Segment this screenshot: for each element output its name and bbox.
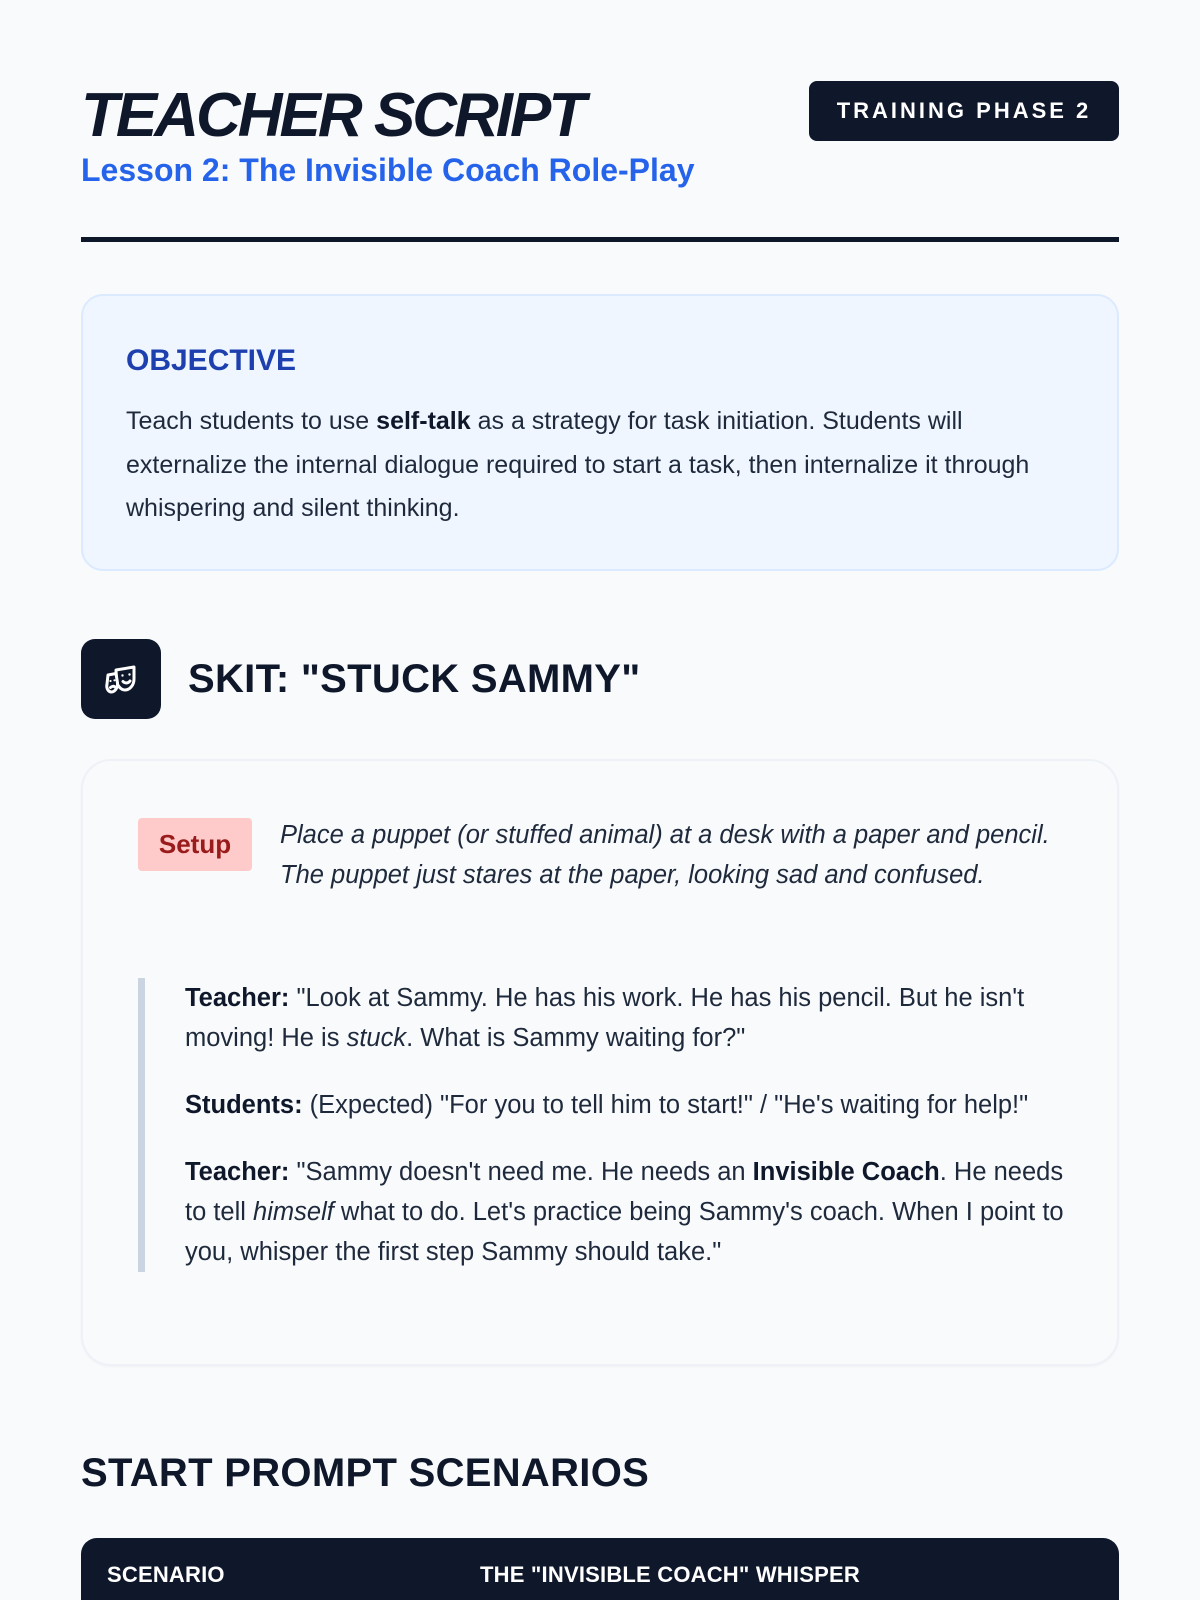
header (81, 80, 1119, 242)
skit-title: SKIT: "STUCK SAMMY" (188, 656, 641, 701)
column-header-whisper: THE "INVISIBLE COACH" WHISPER (480, 1562, 860, 1587)
phase-badge: TRAINING PHASE 2 (809, 81, 1119, 141)
line-text: what to do. Let's practice being Sammy's coach. When I point to you, whisper the first step Sammy should take." (185, 1198, 1064, 1266)
objective-text-start: Teach students to use (126, 407, 377, 435)
lesson-subtitle: Lesson 2: The Invisible Coach Role-Play (81, 152, 695, 188)
line-text: (Expected) "For you to tell him to start!" / "He's waiting for help!" (302, 1091, 1029, 1119)
setup-text: Place a puppet (or stuffed animal) at a desk with a paper and pencil. The puppet just stares at the paper, looking sad and confused. (280, 821, 1050, 889)
speaker-label: Students: (185, 1091, 303, 1119)
objective-text-end: as a strategy for task initiation. Students will externalize the internal dialogue required to start a task, then internalize it through whispering and silent thinking. (126, 407, 1030, 522)
skit-header (81, 639, 641, 719)
line-emphasis: stuck (346, 1024, 407, 1052)
setup-row (138, 815, 1067, 895)
dialogue-line (185, 978, 1067, 1058)
line-text: . What is Sammy waiting for?" (406, 1024, 746, 1052)
objective-box (81, 294, 1119, 571)
objective-heading: OBJECTIVE (126, 344, 297, 377)
line-text: "Sammy doesn't need me. He needs an (289, 1158, 753, 1186)
skit-card (81, 759, 1119, 1366)
line-text: "Look at Sammy. He has his work. He has his pencil. But he isn't moving! He is (185, 984, 1025, 1052)
theater-masks-icon (81, 639, 161, 719)
dialogue (138, 978, 1067, 1272)
speaker-label: Teacher: (185, 1158, 290, 1186)
scenarios-title: START PROMPT SCENARIOS (81, 1451, 650, 1495)
page-title: TEACHER SCRIPT (81, 81, 584, 150)
objective-key-term: self-talk (376, 407, 471, 435)
dialogue-line (185, 1085, 1067, 1125)
line-text: . He needs to tell (185, 1158, 1064, 1226)
objective-text (126, 400, 1074, 531)
column-header-scenario: SCENARIO (107, 1562, 225, 1587)
dialogue-line (185, 1152, 1067, 1272)
speaker-label: Teacher: (185, 984, 290, 1012)
line-emphasis: himself (253, 1198, 334, 1226)
setup-badge: Setup (138, 818, 252, 871)
line-bold: Invisible Coach (752, 1158, 940, 1186)
scenarios-table-header (81, 1538, 1119, 1600)
